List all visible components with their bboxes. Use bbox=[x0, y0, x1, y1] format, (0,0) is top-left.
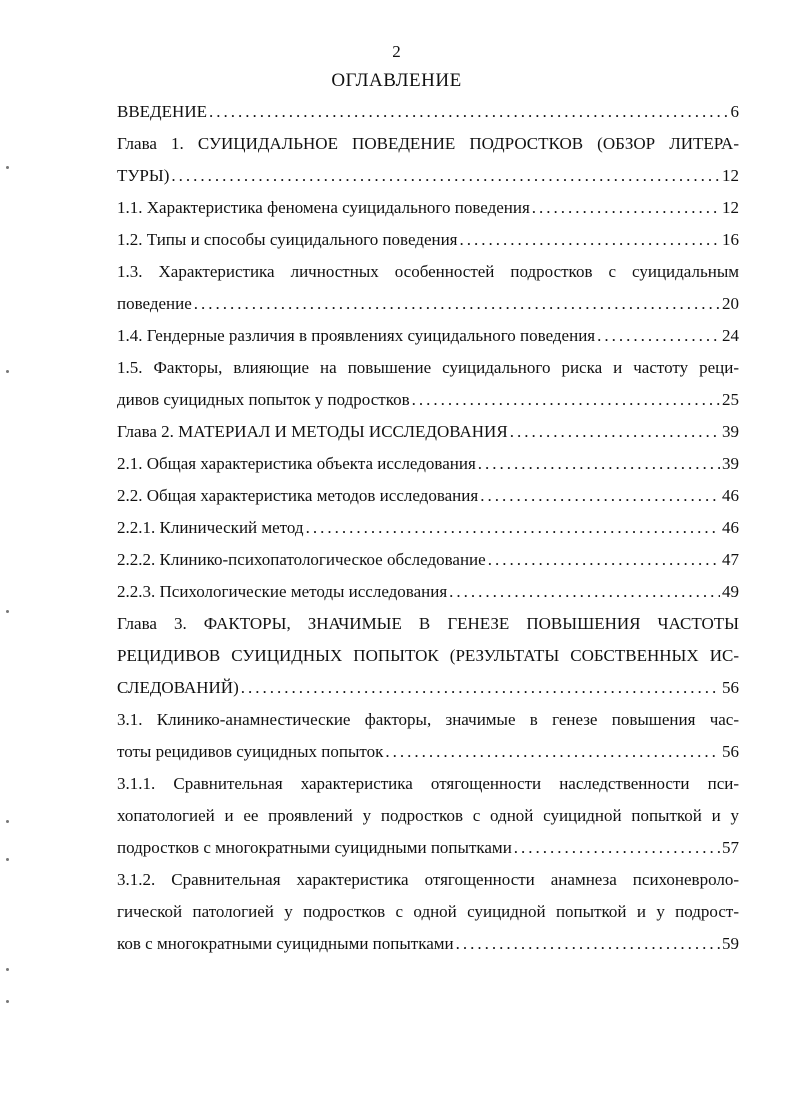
toc-entry-page: 46 bbox=[722, 486, 739, 505]
dot-leader bbox=[385, 736, 720, 768]
dot-leader bbox=[480, 480, 720, 512]
toc-entry-text: 2.1. Общая характеристика объекта исследования bbox=[117, 454, 476, 473]
scan-speck bbox=[6, 858, 9, 861]
toc-entry-text: 1.1. Характеристика феномена суицидального поведения bbox=[117, 198, 530, 217]
toc-entry bbox=[117, 96, 739, 128]
toc-entry-page: 59 bbox=[722, 934, 739, 953]
toc-entry bbox=[117, 448, 739, 480]
dot-leader bbox=[597, 320, 720, 352]
page-number: 2 bbox=[392, 42, 401, 61]
toc-entry-text: 2.2.2. Клинико-психопатологическое обследование bbox=[117, 550, 486, 569]
dot-leader bbox=[449, 576, 720, 608]
scan-speck bbox=[6, 370, 9, 373]
toc-title: ОГЛАВЛЕНИЕ bbox=[331, 70, 462, 91]
toc-entry-line: гической патологией у подростков с одной суицидной попыткой и у подрост- bbox=[117, 902, 739, 921]
toc-entry-line: Глава 1. СУИЦИДАЛЬНОЕ ПОВЕДЕНИЕ ПОДРОСТКОВ (ОБЗОР ЛИТЕРА- bbox=[117, 134, 739, 153]
dot-leader bbox=[209, 96, 729, 128]
toc-entry-text: СЛЕДОВАНИЙ) bbox=[117, 678, 239, 697]
toc-entry-page: 12 bbox=[722, 166, 739, 185]
toc-entry-text: 2.2. Общая характеристика методов исследования bbox=[117, 486, 479, 505]
toc-entry-line: 3.1.2. Сравнительная характеристика отягощенности анамнеза психоневроло- bbox=[117, 870, 739, 889]
toc-entry bbox=[117, 320, 739, 352]
toc-entry-page: 47 bbox=[722, 550, 739, 569]
toc-entry-line: 1.5. Факторы, влияющие на повышение суицидального риска и частоту реци- bbox=[117, 358, 739, 377]
toc-entry bbox=[117, 544, 739, 576]
toc-entry-page: 24 bbox=[722, 326, 739, 345]
toc-entry-page: 56 bbox=[722, 678, 739, 697]
toc-entry-line: 3.1. Клинико-анамнестические факторы, значимые в генезе повышения час- bbox=[117, 710, 739, 729]
toc-entry-text: ТУРЫ) bbox=[117, 166, 170, 185]
toc-entry bbox=[117, 672, 739, 704]
dot-leader bbox=[460, 224, 720, 256]
toc-entry-text: подростков с многократными суицидными попытками bbox=[117, 838, 512, 857]
toc-entry bbox=[117, 224, 739, 256]
toc-entry-page: 49 bbox=[722, 582, 739, 601]
toc-entry-page: 39 bbox=[722, 454, 739, 473]
scan-speck bbox=[6, 1000, 9, 1003]
dot-leader bbox=[171, 160, 720, 192]
toc-entry bbox=[117, 928, 739, 960]
toc-entry-page: 56 bbox=[722, 742, 739, 761]
scan-speck bbox=[6, 610, 9, 613]
dot-leader bbox=[306, 512, 720, 544]
toc-entry bbox=[117, 832, 739, 864]
dot-leader bbox=[510, 416, 720, 448]
toc-entry bbox=[117, 160, 739, 192]
dot-leader bbox=[488, 544, 720, 576]
dot-leader bbox=[456, 928, 720, 960]
toc-entry-text: тоты рецидивов суицидных попыток bbox=[117, 742, 384, 761]
toc-entry bbox=[117, 384, 739, 416]
toc-entry-text: Глава 2. МАТЕРИАЛ И МЕТОДЫ ИССЛЕДОВАНИЯ bbox=[117, 422, 508, 441]
toc-entry-line: хопатологией и ее проявлений у подростков с одной суицидной попыткой и у bbox=[117, 806, 739, 825]
toc-entry-text: 2.2.1. Клинический метод bbox=[117, 518, 304, 537]
toc-entry bbox=[117, 576, 739, 608]
dot-leader bbox=[241, 672, 720, 704]
dot-leader bbox=[514, 832, 720, 864]
toc-entry-text: ков с многократными суицидными попытками bbox=[117, 934, 454, 953]
toc-entry-text: ВВЕДЕНИЕ bbox=[117, 102, 207, 121]
toc-entry-page: 20 bbox=[722, 294, 739, 313]
toc-entry-page: 6 bbox=[730, 102, 739, 121]
scan-speck bbox=[6, 820, 9, 823]
toc-entry-line: 1.3. Характеристика личностных особенностей подростков с суицидальным bbox=[117, 262, 739, 281]
toc-entry-text: 1.4. Гендерные различия в проявлениях суицидального поведения bbox=[117, 326, 596, 345]
toc-entry-text: поведение bbox=[117, 294, 192, 313]
toc-entry bbox=[117, 192, 739, 224]
toc-entry bbox=[117, 416, 739, 448]
toc-entry-page: 39 bbox=[722, 422, 739, 441]
dot-leader bbox=[532, 192, 720, 224]
toc-entry bbox=[117, 288, 739, 320]
toc-entry bbox=[117, 736, 739, 768]
toc-entry-text: дивов суицидных попыток у подростков bbox=[117, 390, 410, 409]
toc-entry-page: 46 bbox=[722, 518, 739, 537]
toc-entry-text: 2.2.3. Психологические методы исследования bbox=[117, 582, 448, 601]
dot-leader bbox=[412, 384, 720, 416]
toc-entry-page: 57 bbox=[722, 838, 739, 857]
toc-entry-line: 3.1.1. Сравнительная характеристика отягощенности наследственности пси- bbox=[117, 774, 739, 793]
toc-entry-line: Глава 3. ФАКТОРЫ, ЗНАЧИМЫЕ В ГЕНЕЗЕ ПОВЫШЕНИЯ ЧАСТОТЫ bbox=[117, 614, 739, 633]
scan-speck bbox=[6, 968, 9, 971]
toc-entry-page: 25 bbox=[722, 390, 739, 409]
scan-speck bbox=[6, 166, 9, 169]
toc-entry bbox=[117, 512, 739, 544]
toc-entry-page: 16 bbox=[722, 230, 739, 249]
dot-leader bbox=[194, 288, 720, 320]
toc-entry bbox=[117, 480, 739, 512]
toc-entry-line: РЕЦИДИВОВ СУИЦИДНЫХ ПОПЫТОК (РЕЗУЛЬТАТЫ СОБСТВЕННЫХ ИС- bbox=[117, 646, 739, 665]
table-of-contents bbox=[117, 96, 739, 960]
toc-entry-page: 12 bbox=[722, 198, 739, 217]
dot-leader bbox=[478, 448, 720, 480]
toc-entry-text: 1.2. Типы и способы суицидального поведения bbox=[117, 230, 458, 249]
